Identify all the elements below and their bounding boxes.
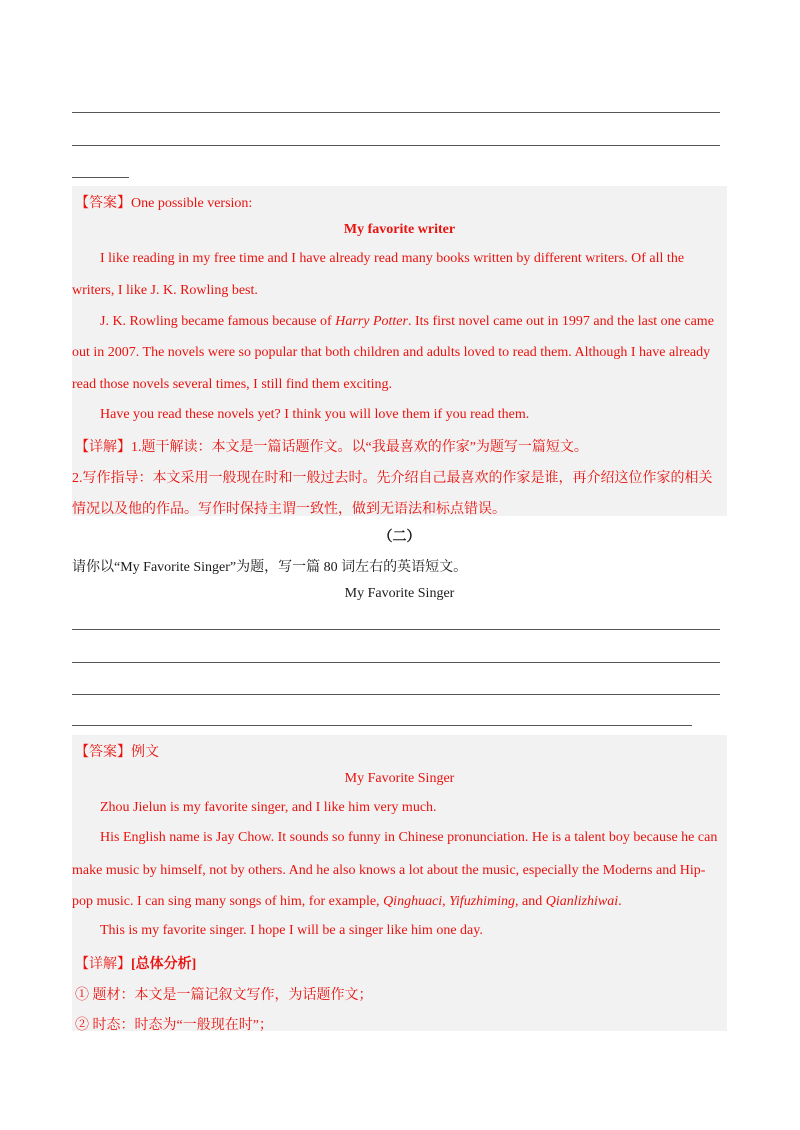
book-title: Harry Potter <box>335 314 408 329</box>
detail-line-3: 情况以及他的作品。写作时保持主谓一致性，做到无语法和标点错误。 <box>72 502 506 517</box>
essay-title-2: My Favorite Singer <box>344 771 455 786</box>
song-title-1: Qinghuaci <box>383 894 443 909</box>
essay2-p2-line1: His English name is Jay Chow. It sounds so funny in Chinese pronunciation. He is a talent boy because he can <box>100 830 718 845</box>
writing-line-3 <box>72 177 129 178</box>
answer-line-1 <box>75 192 252 212</box>
essay1-p2-line2: out in 2007. The novels were so popular that both children and adults loved to read them. Although I have already <box>72 345 711 360</box>
essay2-p3: This is my favorite singer. I hope I will be a singer like him one day. <box>100 923 483 938</box>
essay1-p2-line1: J. K. Rowling became famous because of Harry Potter. Its first novel came out in 1997 and the last one came <box>100 314 714 329</box>
detail-line-1: 【详解】1.题干解读：本文是一篇话题作文。以“我最喜欢的作家”为题写一篇短文。 <box>75 440 588 455</box>
essay1-p1-line2: writers, I like J. K. Rowling best. <box>72 283 258 298</box>
writing-line-2 <box>72 145 720 146</box>
essay2-p2-line2: make music by himself, not by others. And he also knows a lot about the music, especially the Moderns and Hip- <box>72 863 706 878</box>
song-title-3: Qianlizhiwai <box>545 894 619 909</box>
detail2-head: 【详解】[总体分析] <box>75 957 197 972</box>
essay1-p3: Have you read these novels yet? I think you will love them if you read them. <box>100 407 530 422</box>
essay-title-1: My favorite writer <box>343 222 456 237</box>
question-prompt: 请你以“My Favorite Singer”为题，写一篇 80 词左右的英语短文。 <box>72 560 468 575</box>
essay2-p1: Zhou Jielun is my favorite singer, and I like him very much. <box>100 800 437 815</box>
writing-line-5 <box>72 662 720 663</box>
writing-line-7 <box>72 725 692 726</box>
writing-line-1 <box>72 112 720 113</box>
detail2-point2: ② 时态：时态为“一般现在时”； <box>75 1018 273 1033</box>
writing-line-6 <box>72 694 720 695</box>
question-title: My Favorite Singer <box>344 586 455 601</box>
answer-line-2: 【答案】例文 <box>75 745 159 760</box>
writing-line-4 <box>72 629 720 630</box>
answer-tag: 【答案】 <box>75 196 131 211</box>
answer-intro: One possible version: <box>131 196 253 211</box>
song-title-2: Yifuzhiming <box>449 894 516 909</box>
essay2-p2-line3: pop music. I can sing many songs of him, for example, Qinghuaci, Yifuzhiming, and Qianlizhiwai. <box>72 894 622 909</box>
detail2-point1: ① 题材：本文是一篇记叙文写作，为话题作文； <box>75 988 373 1003</box>
essay1-p2-line3: read those novels several times, I still find them exciting. <box>72 377 392 392</box>
detail-tag: 【详解】 <box>75 440 131 455</box>
section-heading: （二） <box>378 530 421 545</box>
detail-line-2: 2.写作指导：本文采用一般现在时和一般过去时。先介绍自己最喜欢的作家是谁，再介绍这位作家的相关 <box>72 471 713 486</box>
essay1-p1-line1: I like reading in my free time and I have already read many books written by different writers. Of all the <box>100 251 685 266</box>
